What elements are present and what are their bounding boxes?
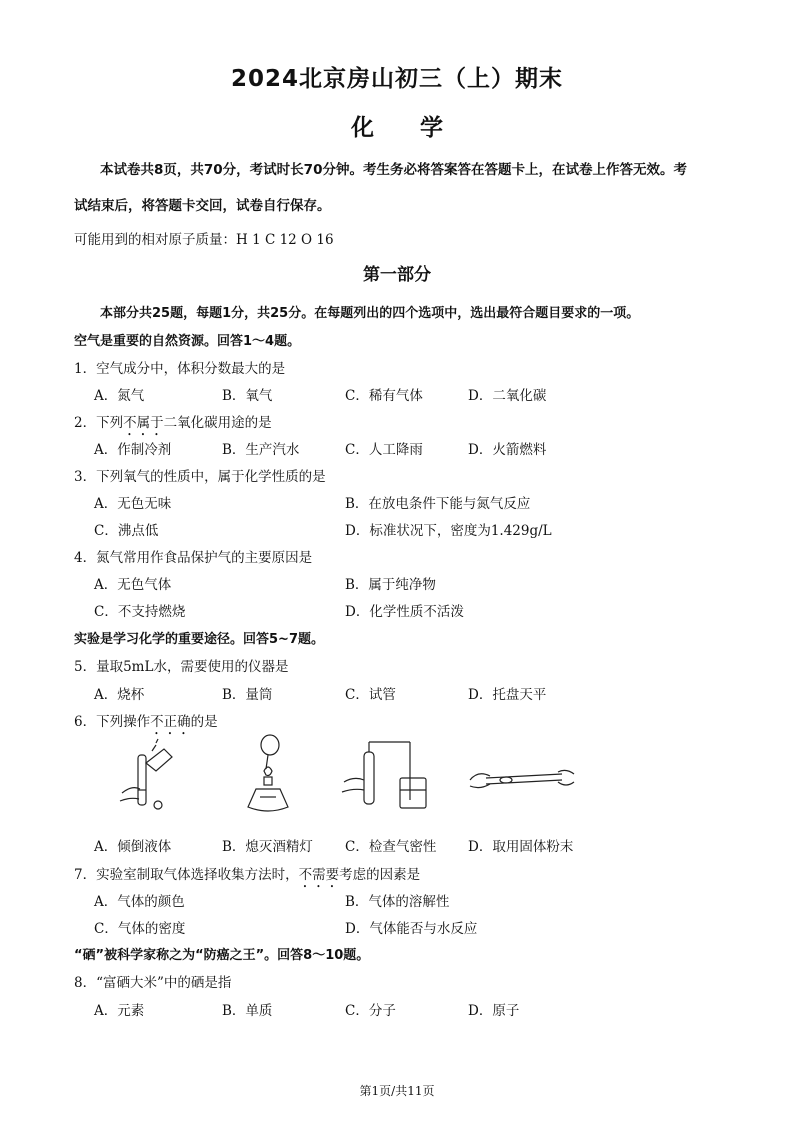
question-2-option-a: A．作制冷剂 [94,442,172,458]
question-5-option-b: B．量筒 [222,687,273,703]
question-7-option-d: D．气体能否与水反应 [345,921,478,937]
question-7-stem-pre: 7．实验室制取气体选择收集方法时， [74,867,299,883]
question-3-stem: 3．下列氧气的性质中，属于化学性质的是 [74,469,326,485]
group-heading-1: 空气是重要的自然资源。回答1～4题。 [74,334,301,349]
question-8-option-b: B．单质 [222,1003,273,1019]
extinguishing-lamp-figure [238,733,298,817]
question-1-stem: 1．空气成分中，体积分数最大的是 [74,361,286,377]
question-3-option-c: C．沸点低 [94,523,159,539]
question-5-option-d: D．托盘天平 [468,687,547,703]
question-4-option-c: C．不支持燃烧 [94,604,186,620]
question-2-option-c: C．人工降雨 [345,442,423,458]
question-7-option-c: C．气体的密度 [94,921,186,937]
intro-line-1: 本试卷共8页，共70分，考试时长70分钟。考生务必将答案答在答题卡上，在试卷上作答无效。考 [100,162,687,178]
question-3-option-a: A．无色无味 [94,496,172,512]
solid-powder-figure [466,760,576,800]
question-6-stem-post: 的是 [190,714,218,730]
question-2-option-d: D．火箭燃料 [468,442,547,458]
question-6-stem-emphasis: 不正确 [150,714,191,730]
question-8-option-c: C．分子 [345,1003,396,1019]
question-8-option-a: A．元素 [94,1003,145,1019]
question-1-option-d: D．二氧化碳 [468,388,547,404]
question-6-option-c: C．检查气密性 [345,839,437,855]
page-title: 2024北京房山初三（上）期末 [230,66,563,92]
pouring-liquid-figure [112,735,182,815]
question-4-stem: 4．氮气常用作食品保护气的主要原因是 [74,550,313,566]
section-title: 第一部分 [363,265,431,285]
question-7-stem-emphasis: 不需要 [298,867,340,883]
subject-title: 化学 [351,115,489,141]
question-1-option-c: C．稀有气体 [345,388,423,404]
question-7-option-a: A．气体的颜色 [94,894,185,910]
question-1-option-a: A．氮气 [94,388,145,404]
question-6-stem-pre: 6．下列操作 [74,714,151,730]
question-8-stem: 8．“富硒大米”中的硒是指 [74,975,232,991]
question-7-stem-post: 考虑的因素是 [339,867,421,883]
question-2-stem-post: 二氧化碳用途的是 [163,415,272,431]
question-6-option-a: A．倾倒液体 [94,839,172,855]
group-heading-3: “硒”被科学家称之为“防癌之王”。回答8～10题。 [74,948,370,963]
question-5-option-a: A．烧杯 [94,687,145,703]
question-7-stem [74,863,420,891]
question-2-option-b: B．生产汽水 [222,442,300,458]
question-8-option-d: D．原子 [468,1003,520,1019]
question-6-option-b: B．熄灭酒精灯 [222,839,313,855]
question-4-option-b: B．属于纯净物 [345,577,436,593]
question-5-option-c: C．试管 [345,687,396,703]
question-6-option-d: D．取用固体粉末 [468,839,574,855]
question-5-stem: 5．量取5mL水，需要使用的仪器是 [74,659,289,675]
question-7-option-b: B．气体的溶解性 [345,894,450,910]
airtightness-check-figure [338,738,438,814]
question-1-option-b: B．氧气 [222,388,273,404]
question-4-option-a: A．无色气体 [94,577,172,593]
section-intro: 本部分共25题，每题1分，共25分。在每题列出的四个选项中，选出最符合题目要求的一项。 [100,306,640,321]
question-2-stem [74,411,272,439]
question-3-option-d: D．标准状况下，密度为1.429g/L [345,523,552,539]
page-footer: 第1页/共11页 [359,1084,435,1098]
question-3-option-b: B．在放电条件下能与氮气反应 [345,496,531,512]
question-6-stem [74,710,218,738]
intro-line-2: 试结束后，将答题卡交回，试卷自行保存。 [74,198,331,214]
group-heading-2: 实验是学习化学的重要途径。回答5~7题。 [74,632,324,647]
question-4-option-d: D．化学性质不活泼 [345,604,464,620]
atomic-mass-note: 可能用到的相对原子质量：H 1 C 12 O 16 [74,232,334,248]
question-2-stem-pre: 2．下列 [74,415,124,431]
question-2-stem-emphasis: 不属于 [123,415,164,431]
